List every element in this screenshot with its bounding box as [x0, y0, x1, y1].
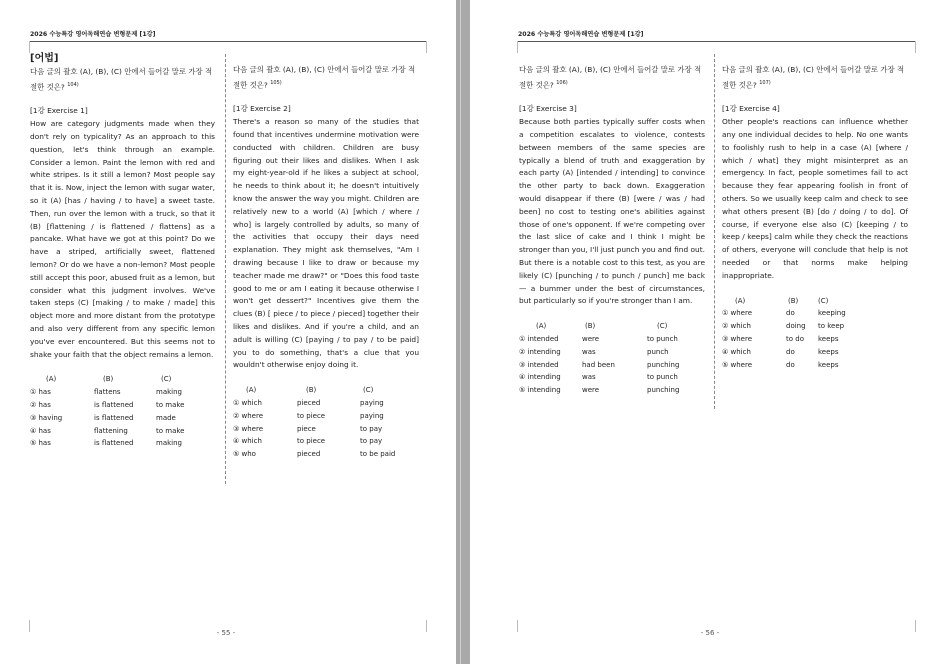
answer-option[interactable]: ② intending was punch [519, 347, 669, 356]
choices-header: (A) (B) (C) [735, 296, 829, 305]
answer-options [30, 386, 184, 450]
answer-option[interactable]: ② which doing to keep [722, 322, 845, 331]
answer-option[interactable]: ① has flattens making [30, 388, 182, 397]
answer-option[interactable]: ② where to piece paying [233, 411, 384, 420]
answer-option[interactable]: ③ having is flattened made [30, 413, 176, 422]
answer-option[interactable]: ⑤ intending were punching [519, 386, 680, 395]
exercise-label: [1강 Exercise 4] [722, 104, 780, 114]
exercise-label: [1강 Exercise 2] [233, 104, 291, 114]
answer-options [233, 397, 395, 461]
crop-mark [426, 620, 438, 632]
question-prompt: 다음 글의 괄호 (A), (B), (C) 안에서 들어갈 말로 가장 적절한 것은? $^{106)}$ [519, 65, 702, 89]
crop-mark [915, 620, 927, 632]
header-rule [518, 41, 915, 42]
answer-choices [46, 373, 171, 386]
answer-option[interactable]: ⑤ has is flattened making [30, 439, 182, 448]
question-prompt: 다음 글의 괄호 (A), (B), (C) 안에서 들어갈 말로 가장 적절한 것은? $^{107)}$ [722, 65, 905, 89]
answer-option[interactable]: ⑤ where do keeps [722, 360, 839, 369]
question-prompt: 다음 글의 괄호 (A), (B), (C) 안에서 들어갈 말로 가장 적절한 것은? $^{105)}$ [233, 65, 416, 89]
question-106 [519, 64, 705, 397]
page-56 [470, 0, 945, 664]
header-rule [30, 41, 426, 42]
question-number: 104) [67, 81, 79, 88]
question-prompt: 다음 글의 괄호 (A), (B), (C) 안에서 들어갈 말로 가장 적절한 것은? $^{104)}$ [30, 67, 213, 91]
answer-option[interactable]: ⑤ who pieced to be paid [233, 450, 396, 459]
answer-options [519, 333, 679, 397]
answer-option[interactable]: ④ has flattening to make [30, 426, 185, 435]
answer-option[interactable]: ④ which do keeps [722, 347, 839, 356]
question-104 [30, 52, 215, 450]
page-header-title: 2026 수능특강 영어독해연습 변형문제 [1강] [30, 31, 156, 38]
answer-option[interactable]: ③ where piece to pay [233, 424, 383, 433]
page-gutter [460, 0, 461, 664]
answer-option[interactable]: ④ which to piece to pay [233, 437, 383, 446]
crop-mark [426, 41, 438, 53]
crop-mark [18, 620, 30, 632]
passage-text: How are category judgments made when they don't rely on typicality? As an approach to this question, let's think through an example. Consider a lemon. Paint the lemon with red and white stripes. Is it still a lemon? Most people say that it is. Now, inject the lemon with sugar water, so it (A) [has / having / to have] a sweet taste. Then, run over the lemon with a truck, so that it (B) [flattening / is flattened / flattens] as a pancake. What have we got at this point? Do we have a striped, artificially sweet, flattened lemon? Or do we have a non-lemon? Most people still accept this poor, abused fruit as a lemon, but consider what this judgment involves. We've taken steps (C) [making / to make / made] this object more and more distant from the prototype and also very different from any specific lemon you've ever encountered. But this seems not to shake your faith that the object remains a lemon. [30, 119, 215, 359]
answer-option[interactable]: ③ intended had been punching [519, 360, 680, 369]
passage-text: Other people's reactions can influence whether any one individual decides to help. No one wants to foolishly rush to help in a case (A) [where / which / what] they might misinterpret as an emergency. In fact, people sometimes fail to act because they fear appearing foolish in front of others. So we usually keep calm and check to see what others present (B) [do / doing / to do]. Of course, if everyone else also (C) [keeping / to keep / keeps] calm while they check the reactions of others, everyone will conclude that help is not needed or that norms make helping inappropriate. [722, 117, 908, 280]
passage-text: There's a reason so many of the studies that found that incentives undermine motivation were conducted with children. Children are busy figuring out their likes and dislikes. When I ask my eight-year-old if he likes a subject at school, he needs to think about it; he doesn't intuitively know the answer the way you might. Children are relatively new to a world (A) [which / where / who] is largely controlled by adults, so many of the activities that occupy their days need explanation. They might ask themselves, "Am I drawing because I like to draw or because my teacher made me draw?" or "Does this food taste good to me or am I eating it because otherwise I won't get dessert?" Incentives give them the clues (B) [ piece / to piece / pieced] together their likes and dislikes. And if you're a child, and an adult is willing (C) [paying / to pay / to be paid] you to do something, that's a clue that you wouldn't otherwise enjoy doing it. [233, 117, 419, 370]
answer-option[interactable]: ① where do keeping [722, 309, 846, 318]
exercise-label: [1강 Exercise 1] [30, 106, 88, 116]
answer-choices [536, 320, 667, 333]
question-number: 107) [759, 79, 771, 86]
crop-mark [18, 41, 30, 53]
answer-option[interactable]: ① intended were to punch [519, 335, 678, 344]
column-divider [714, 54, 715, 409]
answer-option[interactable]: ③ where to do keeps [722, 335, 839, 344]
page-55 [0, 0, 456, 664]
column-divider [225, 54, 226, 484]
section-title: [어법] [30, 53, 59, 64]
answer-option[interactable]: ④ intending was to punch [519, 373, 678, 382]
question-number: 106) [556, 79, 568, 86]
crop-mark [915, 41, 927, 53]
page-header-title: 2026 수능특강 영어독해연습 변형문제 [1강] [518, 31, 644, 38]
crop-mark [506, 620, 518, 632]
choices-header: (A) (B) (C) [536, 322, 668, 331]
answer-option[interactable]: ② has is flattened to make [30, 401, 185, 409]
answer-choices [246, 384, 373, 397]
answer-options [722, 307, 846, 371]
passage-text: Because both parties typically suffer costs when a competition escalates to violence, contests between members of the same species are typically a blend of truth and exaggeration by each party (A) [intended / intending] to convince the other party to back down. Exaggeration would disappear if there (B) [were / was / had been] no cost to testing one's abilities against those of one's opponent. If we're competing over the last slice of cake and I think I might be stronger than you, I'll just punch you and find out. But there is a notable cost to this test, as you are likely (C) [punching / to punch / punch] me back — a bummer under the best of circumstances, but particularly so if you're stronger than I am. [519, 117, 705, 306]
choices-header: (A) (B) (C) [46, 375, 172, 384]
crop-mark [506, 41, 518, 53]
question-107 [722, 64, 908, 371]
exercise-label: [1강 Exercise 3] [519, 104, 577, 114]
question-105 [233, 64, 419, 461]
page-number: - 56 - [700, 629, 720, 637]
answer-choices [735, 295, 828, 308]
choices-header: (A) (B) (C) [246, 386, 374, 395]
page-number: - 55 - [216, 629, 236, 637]
answer-option[interactable]: ① which pieced paying [233, 399, 384, 407]
question-number: 105) [270, 79, 282, 86]
